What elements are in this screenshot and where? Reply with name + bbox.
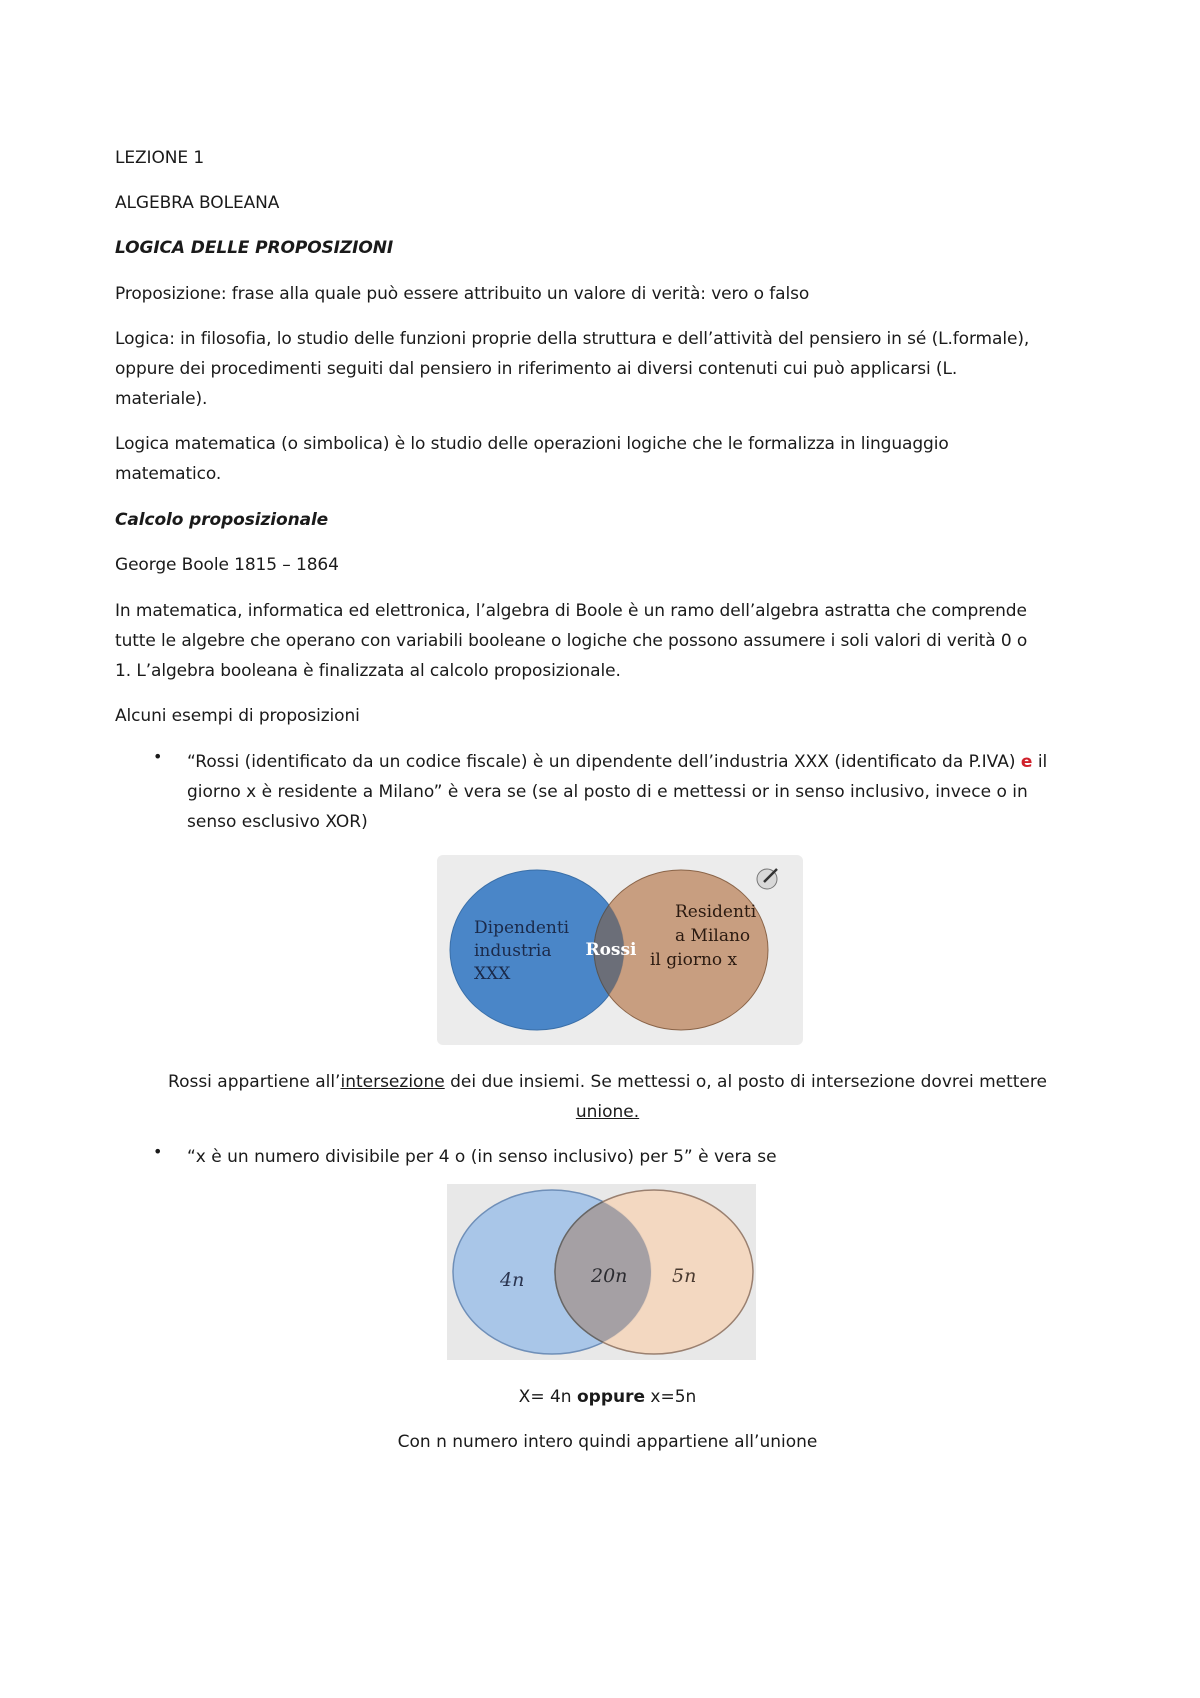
bullet-item-rossi-line2: giorno x è residente a Milano” è vera se (se al posto di e mettessi or in senso inclusivo, invece o in <box>187 782 1028 802</box>
caption-union: Con n numero intero quindi appartiene all’unione <box>397 1432 818 1452</box>
venn-diagram-divisibility <box>447 1184 756 1360</box>
paragraph-examples: Alcuni esempi di proposizioni <box>115 706 360 726</box>
topic-title: ALGEBRA BOLEANA <box>115 193 280 213</box>
paragraph-boolean-line3: 1. L’algebra booleana è finalizzata al calcolo proposizionale. <box>115 661 621 681</box>
venn-left-label-3: XXX <box>474 964 511 984</box>
bullet-text-part: “Rossi (identificato da un codice fiscale) è un dipendente dell’industria XXX (identificato da P.IVA) <box>187 752 1021 772</box>
paragraph-boolean-line1: In matematica, informatica ed elettronica, l’algebra di Boole è un ramo dell’algebra astratta che comprende <box>115 601 1027 621</box>
bullet-marker: • <box>153 747 163 766</box>
venn-left-label-2: industria <box>474 941 552 961</box>
venn-diagram-employees-residents <box>437 855 803 1045</box>
caption-formula <box>115 1382 1100 1412</box>
caption-intersection-line1 <box>115 1067 1100 1097</box>
paragraph-boolean-line2: tutte le algebre che operano con variabili booleane o logiche che possono assumere i soli valori di verità 0 o <box>115 631 1028 651</box>
venn-graphic <box>447 1184 756 1360</box>
paragraph-math-logic-line2: matematico. <box>115 464 222 484</box>
bullet-item-rossi-line3: senso esclusivo XOR) <box>187 812 368 832</box>
caption-intersection-line2 <box>115 1097 1100 1127</box>
paragraph-logic-line3: materiale). <box>115 389 208 409</box>
bullet-item-rossi-line1 <box>187 747 1107 777</box>
venn-right-label: 5n <box>672 1265 697 1287</box>
paragraph-logic-line1: Logica: in filosofia, lo studio delle funzioni proprie della struttura e dell’attività del pensiero in sé (L.formale), <box>115 329 1030 349</box>
bullet-marker: • <box>153 1142 163 1161</box>
highlight-and: e <box>1020 752 1033 772</box>
term-union: unione. <box>575 1102 640 1122</box>
venn-right-label-2: a Milano <box>675 926 751 946</box>
venn-center-label: Rossi <box>585 940 637 960</box>
paragraph-proposition: Proposizione: frase alla quale può essere attribuito un valore di verità: vero o falso <box>115 284 810 304</box>
venn-right-label-1: Residenti <box>675 902 757 922</box>
formula-part: X= 4n <box>518 1387 577 1407</box>
venn-center-label: 20n <box>591 1265 628 1287</box>
section-heading-logic: LOGICA DELLE PROPOSIZIONI <box>115 238 394 258</box>
pen-icon <box>757 869 777 889</box>
venn-right-label-3: il giorno x <box>650 950 738 970</box>
venn-left-label: 4n <box>500 1269 525 1291</box>
term-intersection: intersezione <box>340 1072 445 1092</box>
formula-part: x=5n <box>645 1387 697 1407</box>
bullet-text-part: il <box>1032 752 1048 772</box>
caption-text: Rossi appartiene all’ <box>168 1072 341 1092</box>
paragraph-math-logic-line1: Logica matematica (o simbolica) è lo studio delle operazioni logiche che le formalizza in linguaggio <box>115 434 949 454</box>
section-heading-calculus: Calcolo proposizionale <box>115 510 329 530</box>
formula-oppure: oppure <box>576 1387 646 1407</box>
venn-graphic <box>437 855 803 1045</box>
paragraph-boole: George Boole 1815 – 1864 <box>115 555 339 575</box>
lesson-title: LEZIONE 1 <box>115 148 205 168</box>
bullet-item-divisible: “x è un numero divisibile per 4 o (in senso inclusivo) per 5” è vera se <box>187 1147 777 1167</box>
caption-text: dei due insiemi. Se mettessi o, al posto di intersezione dovrei mettere <box>444 1072 1047 1092</box>
venn-left-label-1: Dipendenti <box>474 918 570 938</box>
paragraph-logic-line2: oppure dei procedimenti seguiti dal pensiero in riferimento ai diversi contenuti cui può applicarsi (L. <box>115 359 958 379</box>
